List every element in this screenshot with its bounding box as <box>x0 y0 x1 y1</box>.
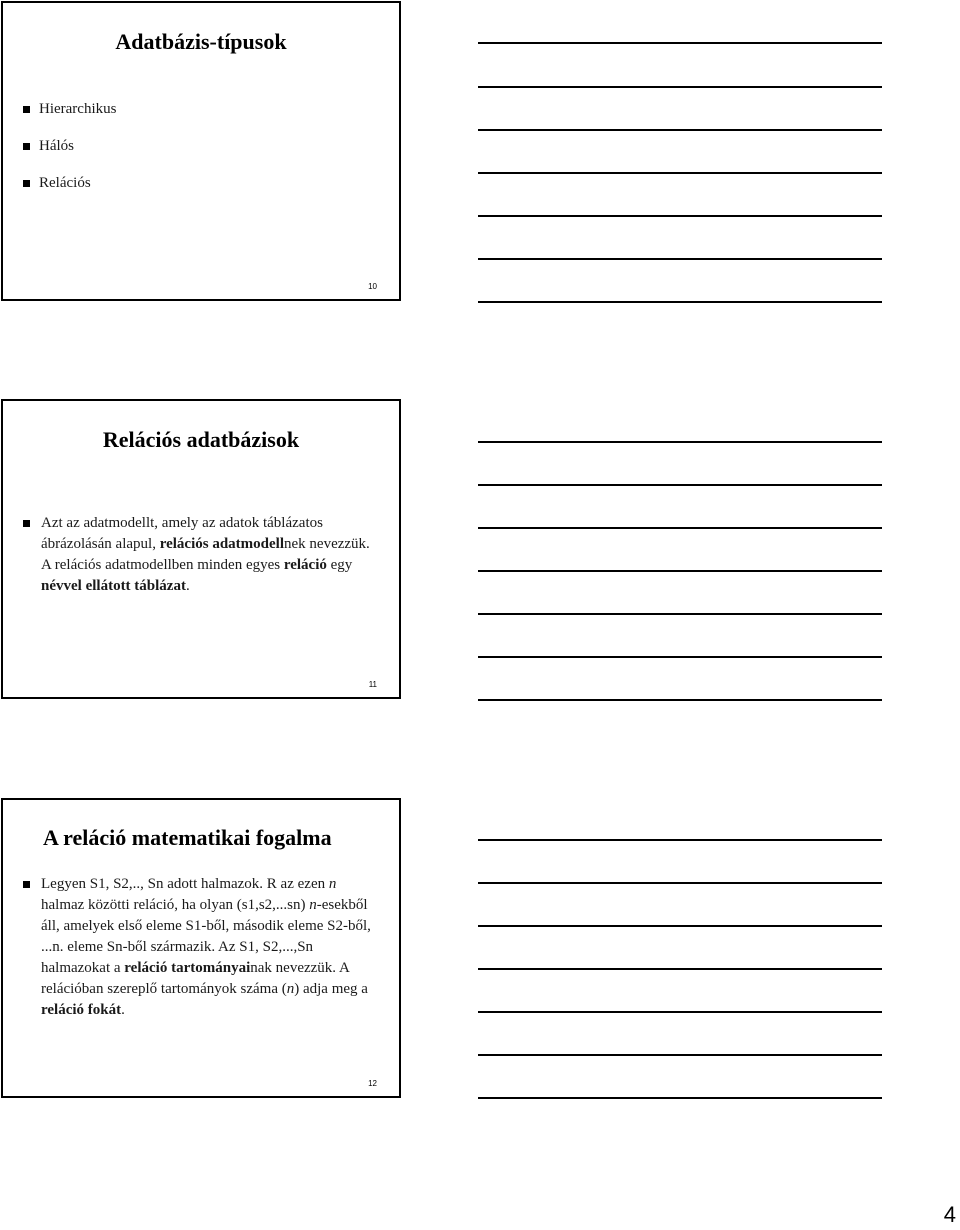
note-line <box>478 441 882 443</box>
body-text: egy <box>326 557 353 573</box>
note-line <box>478 129 882 131</box>
note-line <box>478 42 882 44</box>
body-italic: n <box>286 981 295 997</box>
body-bold: reláció <box>283 557 327 573</box>
slide-number: 10 <box>368 282 377 291</box>
note-line <box>478 484 882 486</box>
note-line <box>478 1011 882 1013</box>
page-number: 4 <box>943 1202 956 1227</box>
body-text: halmaz közötti reláció, ha olyan (s1,s2,...sn) <box>41 897 310 913</box>
slide-12 <box>1 798 401 1098</box>
body-text: ) adja meg a <box>294 981 368 997</box>
note-line <box>478 882 882 884</box>
body-bold: névvel ellátott táblázat <box>41 578 186 594</box>
note-line <box>478 527 882 529</box>
body-text: -esekből áll, amelyek első eleme S1-ből, második eleme S2-ből, ...n. eleme Sn-ből származik. Az S1, S2,...,Sn halmazokat a <box>41 897 371 976</box>
note-line <box>478 172 882 174</box>
body-italic: n <box>309 897 317 913</box>
body-bold: reláció fokát <box>41 1002 122 1018</box>
body-text: Legyen S1, S2,.., Sn adott halmazok. R az ezen <box>41 876 329 892</box>
slide-title: A reláció matematikai fogalma <box>43 825 332 850</box>
body-italic: n <box>328 876 337 892</box>
note-line <box>478 570 882 572</box>
body-text: nak nevezzük. A relációban szereplő tartományok száma ( <box>41 960 349 997</box>
slide-10 <box>1 1 401 301</box>
bullet-item: Hálós <box>23 136 379 157</box>
body-text: nek nevezzük. A relációs adatmodellben minden egyes <box>41 536 370 573</box>
bullet-list <box>23 513 379 597</box>
bullet-item <box>23 874 379 1021</box>
note-line <box>478 258 882 260</box>
body-text: . <box>185 578 190 594</box>
body-text: Azt az adatmodellt, amely az adatok táblázatos ábrázolásán alapul, <box>41 515 323 552</box>
note-line <box>478 839 882 841</box>
bullet-list <box>23 874 379 1021</box>
note-line <box>478 613 882 615</box>
slide-title: Relációs adatbázisok <box>102 427 300 452</box>
body-bold: reláció tartományai <box>124 960 251 976</box>
note-line <box>478 215 882 217</box>
note-line <box>478 656 882 658</box>
slide-title: Adatbázis-típusok <box>115 29 287 54</box>
bullet-item: Hierarchikus <box>23 99 379 120</box>
slide-11 <box>1 399 401 699</box>
note-line <box>478 1097 882 1099</box>
slide-number: 11 <box>368 680 377 689</box>
bullet-list <box>23 99 379 210</box>
note-line <box>478 925 882 927</box>
note-line <box>478 301 882 303</box>
note-line <box>478 968 882 970</box>
slide-number: 12 <box>368 1079 377 1088</box>
note-line <box>478 86 882 88</box>
note-line <box>478 1054 882 1056</box>
note-line <box>478 699 882 701</box>
body-bold: relációs adatmodell <box>159 536 284 552</box>
body-text: . <box>121 1002 125 1018</box>
bullet-item: Relációs <box>23 173 379 194</box>
bullet-item <box>23 513 379 597</box>
